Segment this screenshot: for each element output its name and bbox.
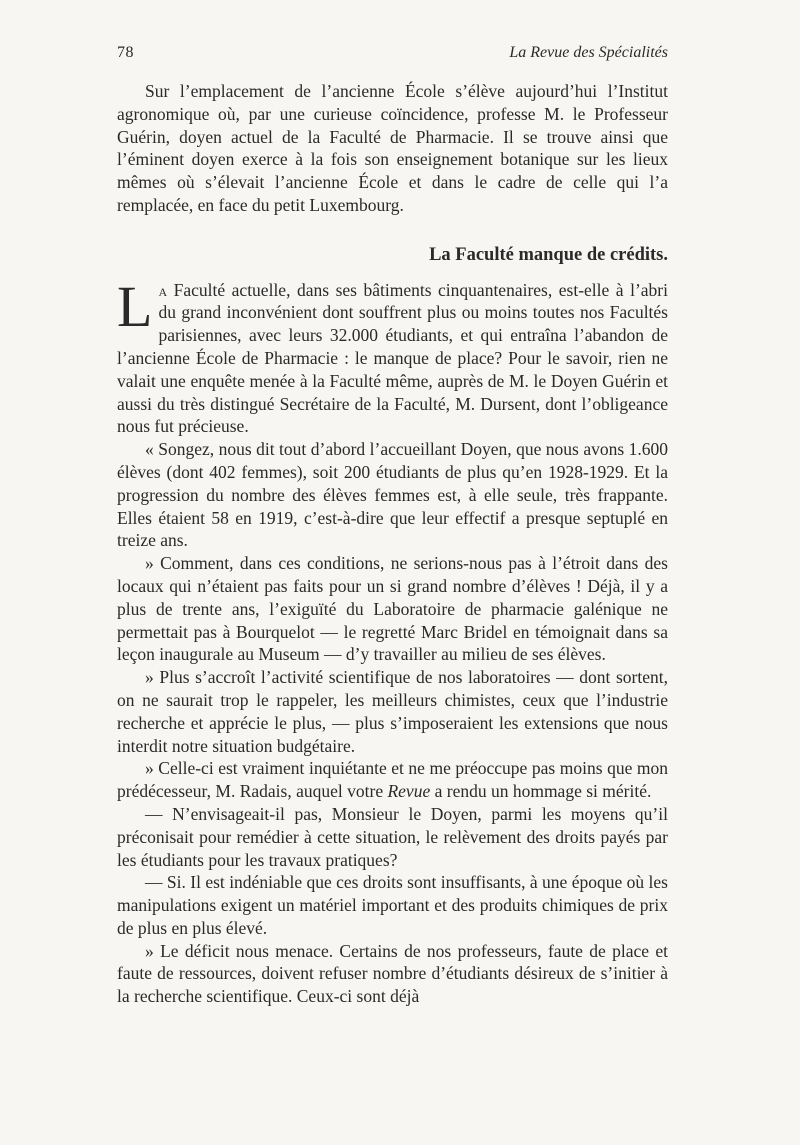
- paragraph-6: [117, 757, 668, 803]
- paragraph-2-text: Faculté actuelle, dans ses bâtiments cinquantenaires, est-elle à l’abri du grand inconvénient dont souffrent plus ou moins toutes nos Facultés parisiennes, avec leurs 32.000 étudiants, et qui entraîna l’abandon de l’ancienne École de Pharmacie : le manque de place? Pour le savoir, rien ne valait une enquête menée à la Faculté même, auprès de M. le Doyen Guérin et aussi du très distingué Secrétaire de la Faculté, M. Dursent, dont l’obligeance nous fut précieuse.: [117, 279, 668, 437]
- paragraph-4: » Comment, dans ces conditions, ne serions-nous pas à l’étroit dans des locaux qui n’étaient pas faits pour un si grand nombre d’élèves ! Déjà, il y a plus de trente ans, l’exiguïté du Laboratoire de pharmacie galénique ne permettait pas à Bourquelot — le regretté Marc Bridel en témoignait dans sa leçon inaugurale au Museum — d’y travailler au milieu de ses élèves.: [117, 553, 668, 665]
- paragraph-6-end: a rendu un hommage si mérité.: [430, 781, 652, 802]
- paragraph-9: » Le déficit nous menace. Certains de nos professeurs, faute de place et faute de ressources, doivent refuser nombre d’étudiants désireux de s’initier à la recherche scientifique. Ceux-ci sont déjà: [117, 940, 668, 1007]
- drop-cap: L: [117, 273, 153, 339]
- paragraph-6-start: » Celle-ci est vraiment inquiétante et ne me préoccupe pas moins que mon prédécesseur, M. Radais, auquel votre: [117, 758, 668, 802]
- paragraph-3: « Songez, nous dit tout d’abord l’accueillant Doyen, que nous avons 1.600 élèves (dont 402 femmes), soit 200 étudiants de plus qu’en 1928-1929. Et la progression du nombre des élèves femmes est, à elle seule, très frappante. Elles étaient 58 en 1919, c’est-à-dire que leur effectif a presque septuplé en treize ans.: [117, 439, 668, 551]
- drop-cap-continuation: a: [158, 279, 168, 300]
- page-header: [117, 44, 668, 68]
- paragraph-1: Sur l’emplacement de l’ancienne École s’élève aujourd’hui l’Institut agronomique où, par une curieuse coïncidence, professe M. le Professeur Guérin, doyen actuel de la Faculté de Pharmacie. Il se trouve ainsi que l’éminent doyen exerce à la fois son enseignement botanique sur les lieux mêmes où s’élevait l’ancienne École et dans le cadre de celle qui l’a remplacée, en face du petit Luxembourg.: [117, 81, 668, 215]
- page-number: 78: [117, 44, 134, 61]
- paragraph-2: [117, 273, 668, 439]
- revue-title-italic: Revue: [387, 781, 431, 802]
- paragraph-7: — N’envisageait-il pas, Monsieur le Doyen, parmi les moyens qu’il préconisait pour remédier à cette situation, le relèvement des droits payés par les étudiants pour les travaux pratiques?: [117, 803, 668, 870]
- paragraph-8: — Si. Il est indéniable que ces droits sont insuffisants, à une époque où les manipulations exigent un matériel important et des produits chimiques de prix de plus en plus élevé.: [117, 872, 668, 938]
- paragraph-5: » Plus s’accroît l’activité scientifique de nos laboratoires — dont sortent, on ne saurait trop le rappeler, les meilleurs chimistes, ceux que l’industrie recherche et apprécie le plus, — plus s’imposeraient les extensions que nous interdit notre situation budgétaire.: [117, 667, 668, 756]
- section-heading: La Faculté manque de crédits.: [429, 244, 668, 265]
- article-body: [117, 80, 668, 1008]
- running-title: La Revue des Spécialités: [509, 44, 668, 61]
